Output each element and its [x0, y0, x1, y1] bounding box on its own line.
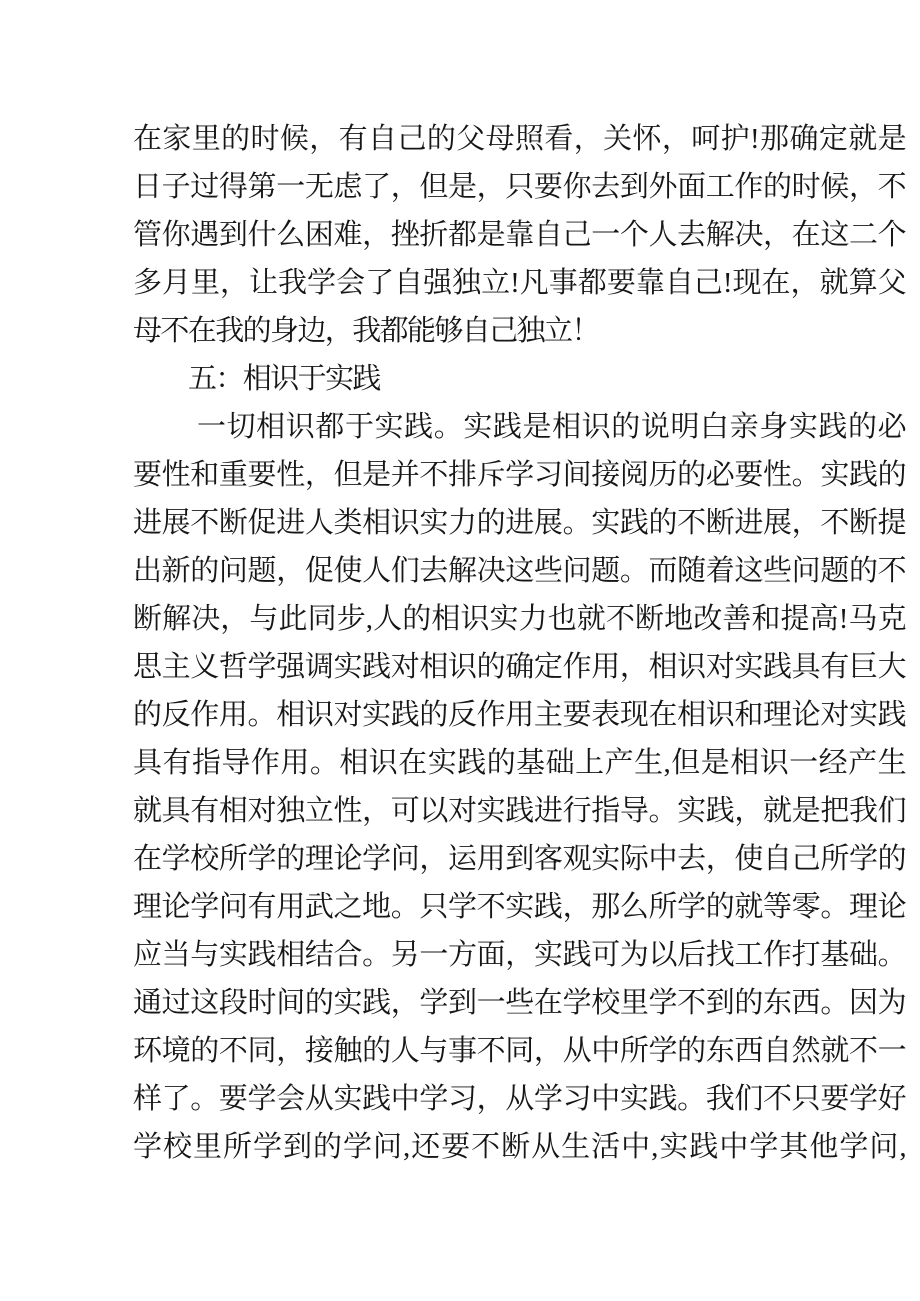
- text-line: 在家里的时候，有自己的父母照看，关怀，呵护!那确定就是: [133, 123, 905, 155]
- text-line: 在学校所学的理论学问，运用到客观实际中去，使自己所学的: [133, 843, 905, 875]
- text-line: 的反作用。相识对实践的反作用主要表现在相识和理论对实践: [133, 699, 905, 731]
- text-line: 母不在我的身边，我都能够自己独立！: [133, 315, 599, 347]
- text-line: 样了。要学会从实践中学习，从学习中实践。我们不只要学好: [133, 1083, 905, 1115]
- text-line: 学校里所学到的学问,还要不断从生活中,实践中学其他学问,: [133, 1131, 905, 1163]
- text-line: 断解决，与此同步,人的相识实力也就不断地改善和提高!马克: [133, 603, 905, 635]
- text-line: 通过这段时间的实践，学到一些在学校里学不到的东西。因为: [133, 987, 905, 1019]
- text-line: 一切相识都于实践。实践是相识的说明白亲身实践的必: [197, 411, 905, 443]
- heading-five-practice: [133, 355, 905, 403]
- text-line: 具有指导作用。相识在实践的基础上产生,但是相识一经产生: [133, 747, 905, 779]
- text-line: 要性和重要性，但是并不排斥学习间接阅历的必要性。实践的: [133, 459, 905, 491]
- paragraph-self-independence: [133, 115, 905, 355]
- paragraph-practice: [133, 403, 905, 1171]
- text-line: 环境的不同，接触的人与事不同，从中所学的东西自然就不一: [133, 1035, 905, 1067]
- text-line: 应当与实践相结合。另一方面，实践可为以后找工作打基础。: [133, 939, 905, 971]
- text-line: 就具有相对独立性，可以对实践进行指导。实践，就是把我们: [133, 795, 905, 827]
- text-line: 出新的问题，促使人们去解决这些问题。而随着这些问题的不: [133, 555, 905, 587]
- text-line: 日子过得第一无虑了，但是，只要你去到外面工作的时候，不: [133, 171, 905, 203]
- text-line: 进展不断促进人类相识实力的进展。实践的不断进展，不断提: [133, 507, 905, 539]
- text-line: 管你遇到什么困难，挫折都是靠自己一个人去解决，在这二个: [133, 219, 905, 251]
- text-line: 理论学问有用武之地。只学不实践，那么所学的就等零。理论: [133, 891, 905, 923]
- document-page: [133, 115, 905, 1171]
- text-line: 多月里，让我学会了自强独立!凡事都要靠自己!现在，就算父: [133, 267, 905, 299]
- text-line: 思主义哲学强调实践对相识的确定作用，相识对实践具有巨大: [133, 651, 905, 683]
- text-line: 五：相识于实践: [188, 363, 380, 395]
